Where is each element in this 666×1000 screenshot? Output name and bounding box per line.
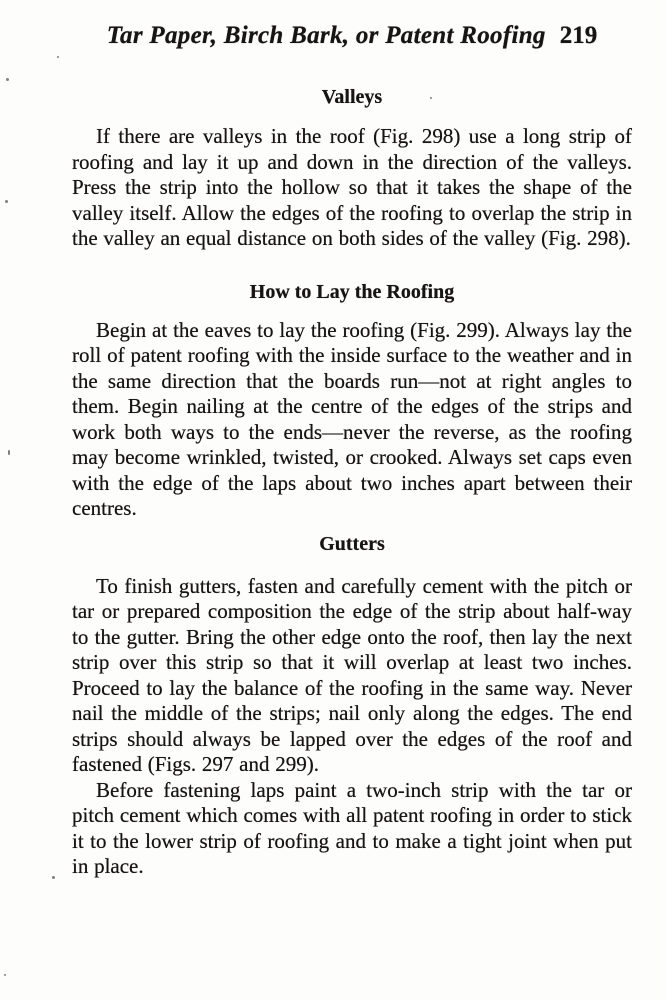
scan-speck: [430, 97, 432, 99]
running-header-title: Tar Paper, Birch Bark, or Patent Roofing: [106, 22, 546, 49]
section-heading-how-to-lay-the-roofing: How to Lay the Roofing: [249, 280, 455, 303]
scan-speck: [6, 78, 9, 81]
section-heading-gutters: Gutters: [319, 532, 385, 555]
running-header: [72, 22, 632, 50]
scan-speck: [4, 974, 6, 976]
scan-speck: [8, 450, 10, 455]
paragraph-valleys: If there are valleys in the roof (Fig. 298) use a long strip of roofing and lay it up and down in the direction of the valleys. Press the strip into the hollow so that it takes the shape of the valley itself. Allow the edges of the roofing to overlap the strip in the valley an equal distance on both sides of the valley (Fig. 298).: [72, 124, 632, 250]
section-heading-valleys: Valleys: [321, 86, 383, 108]
paragraph-gutters-1: To finish gutters, fasten and carefully cement with the pitch or tar or prepared composition the edge of the strip about half-way to the gutter. Bring the other edge onto the roof, then lay the next strip over this strip so that it will overlap at least two inches. Proceed to lay the balance of the roofing in the same way. Never nail the middle of the strips; nail only along the edges. The end strips should always be lapped over the edges of the roof and fastened (Figs. 297 and 299).: [72, 573, 632, 776]
page-number: 219: [559, 22, 598, 49]
paragraph-how-to-lay: Begin at the eaves to lay the roofing (Fig. 299). Always lay the roll of patent roofing with the inside surface to the weather and in the same direction that the boards run—not at right angles to them. Begin nailing at the centre of the edges of the strips and work both ways to the ends—never the reverse, as the roofing may become wrinkled, twisted, or crooked. Always set caps even with the edge of the laps about two inches apart between their centres.: [72, 317, 632, 520]
scan-speck: [52, 876, 55, 879]
scan-speck: [57, 56, 59, 58]
scan-speck: [5, 200, 8, 203]
paragraph-gutters-2: Before fastening laps paint a two-inch strip with the tar or pitch cement which comes with all patent roofing in order to stick it to the lower strip of roofing and to make a tight joint when put in place.: [72, 777, 632, 878]
